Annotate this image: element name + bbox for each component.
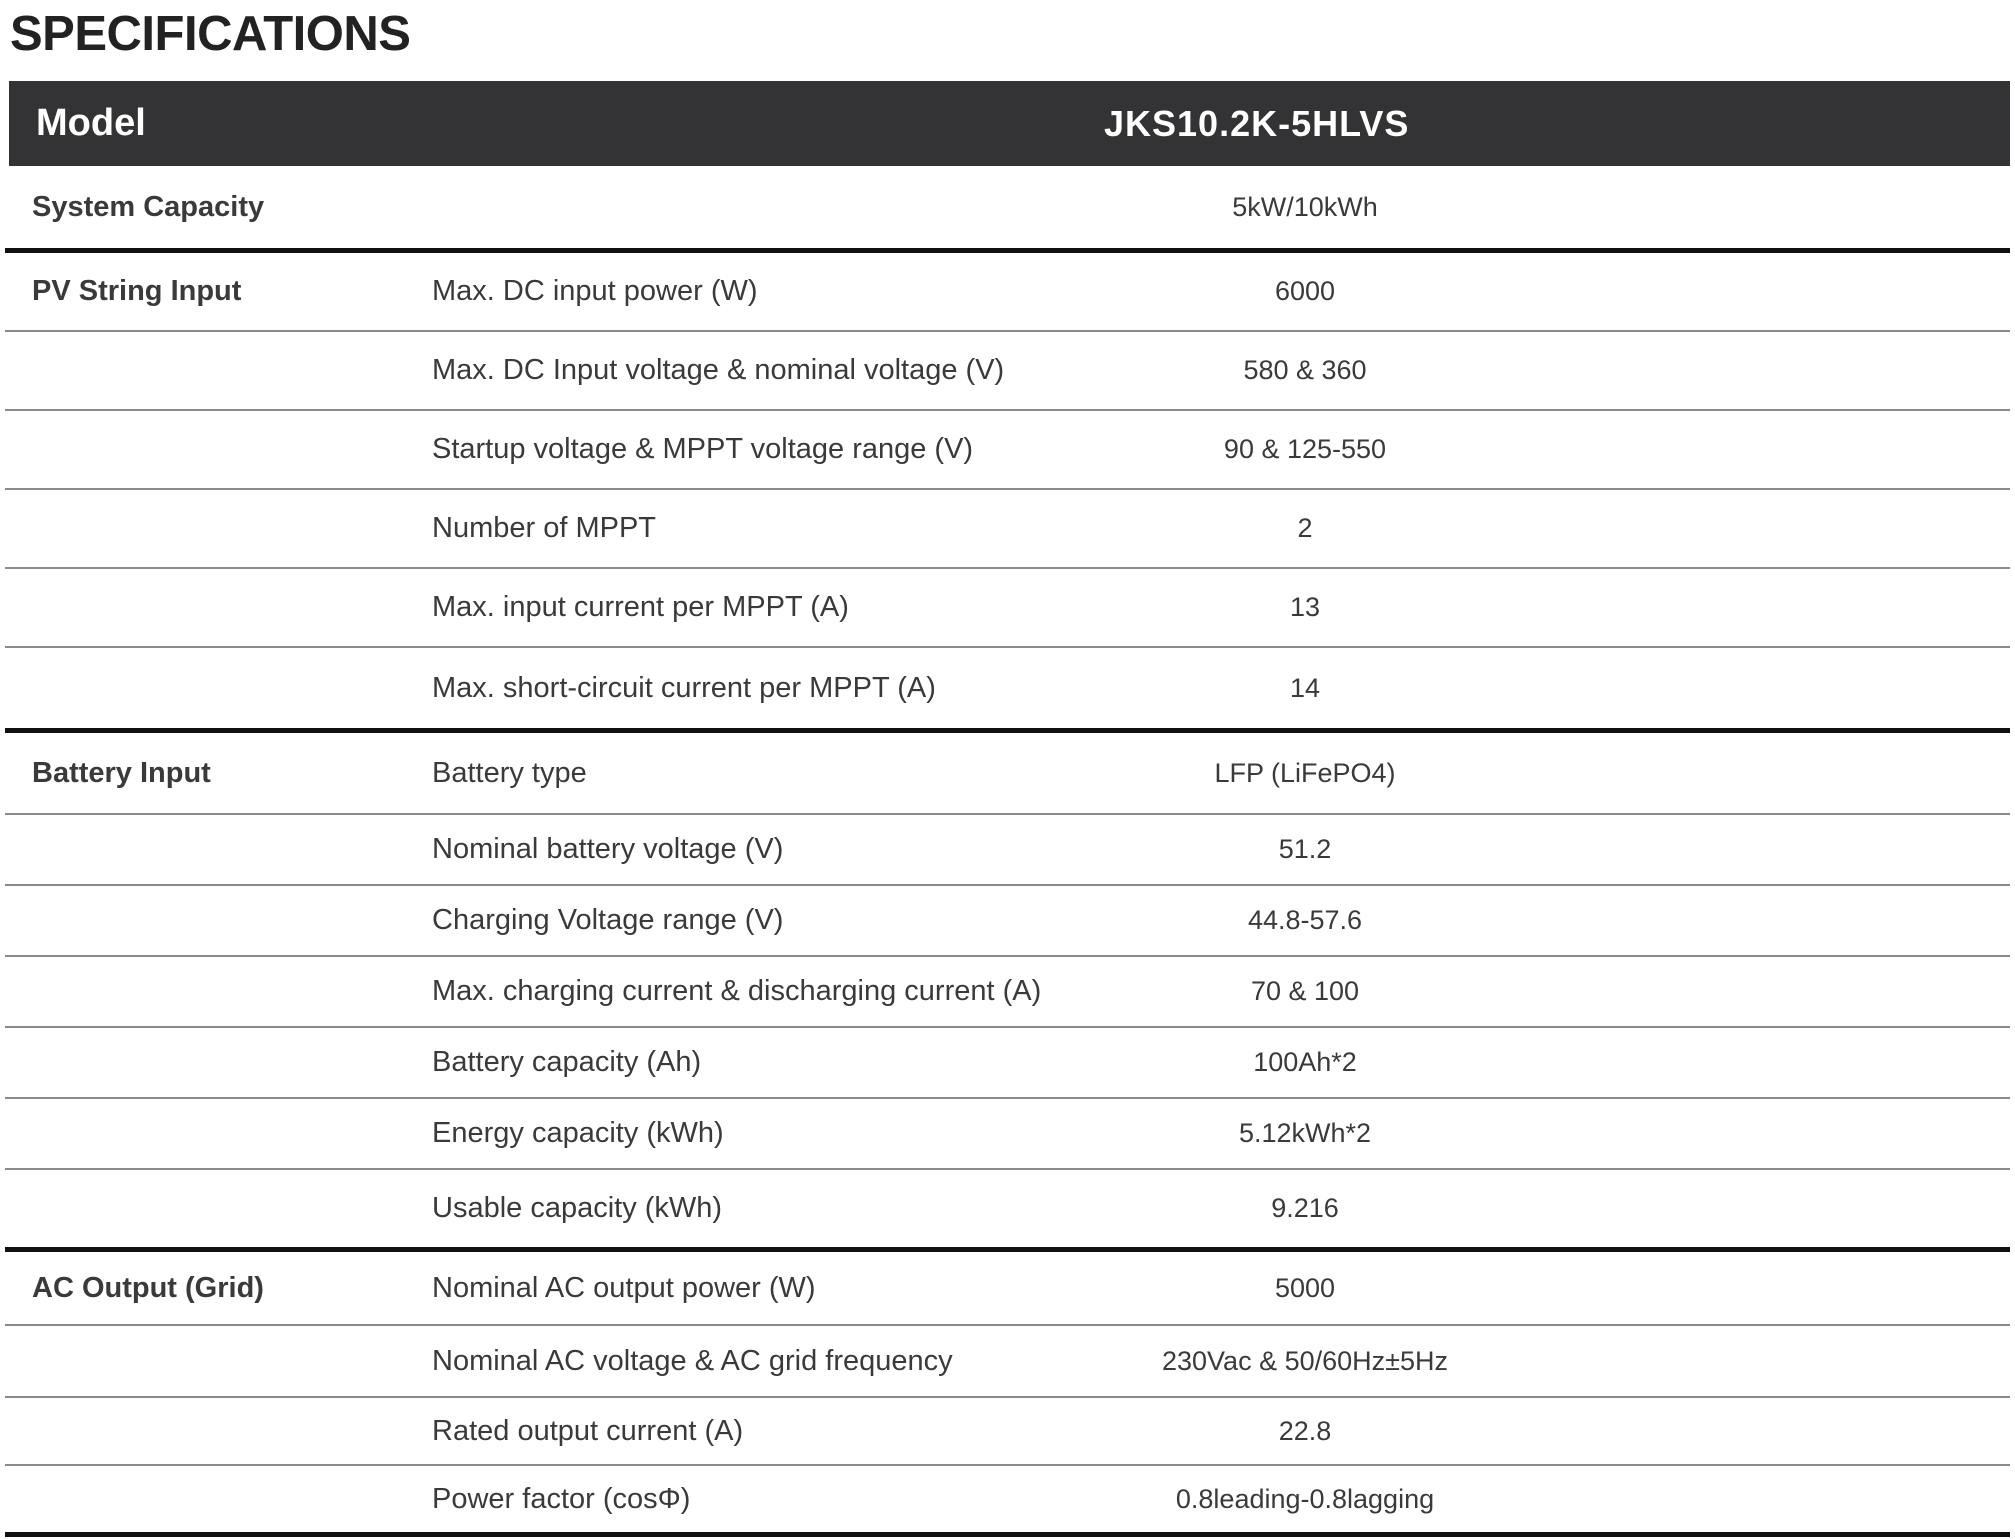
parameter-value: 9.216 <box>1271 1193 1339 1223</box>
parameter-value: 5kW/10kWh <box>1232 191 1378 222</box>
parameter-label: Max. input current per MPPT (A) <box>432 591 849 623</box>
parameter-label: Number of MPPT <box>432 512 656 544</box>
parameter-label: Nominal AC voltage & AC grid frequency <box>432 1344 953 1377</box>
header-model-label: Model <box>36 102 146 144</box>
parameter-label: Nominal battery voltage (V) <box>432 833 784 865</box>
parameter-label: Rated output current (A) <box>432 1414 744 1447</box>
parameter-label: Charging Voltage range (V) <box>432 904 784 936</box>
table-row <box>5 1170 2010 1252</box>
table-row <box>5 957 2010 1028</box>
parameter-value: 44.8-57.6 <box>1247 905 1363 935</box>
parameter-value: 100Ah*2 <box>1253 1047 1357 1077</box>
parameter-value: LFP (LiFePO4) <box>1214 757 1396 788</box>
parameter-value: 5000 <box>1274 1272 1336 1303</box>
table-row <box>5 1398 2010 1466</box>
table-row <box>5 253 2010 332</box>
parameter-label: Max. charging current & discharging current (A) <box>432 975 1042 1007</box>
header-model-name <box>1104 81 1410 166</box>
table-row <box>5 815 2010 886</box>
parameter-label: Energy capacity (kWh) <box>432 1117 724 1149</box>
parameter-value: 5.12kWh*2 <box>1238 1118 1372 1148</box>
parameter-value: 6000 <box>1274 276 1336 306</box>
page-title: SPECIFICATIONS <box>10 7 411 61</box>
table-row <box>5 733 2010 815</box>
table-row <box>5 886 2010 957</box>
section-label: System Capacity <box>32 190 265 223</box>
parameter-value: 2 <box>1297 513 1313 543</box>
parameter-value: 70 & 100 <box>1250 976 1360 1006</box>
model-name-text: JKS10.2K-5HLVS <box>1104 103 1410 144</box>
parameter-label: Battery type <box>432 756 587 789</box>
table-row <box>5 569 2010 648</box>
table-row <box>5 648 2010 733</box>
table-row <box>5 490 2010 569</box>
parameter-label: Power factor (cosΦ) <box>432 1482 691 1515</box>
parameter-label: Max. short-circuit current per MPPT (A) <box>432 671 936 704</box>
parameter-value: 580 & 360 <box>1243 355 1367 385</box>
table-header <box>9 81 2010 166</box>
section-label: PV String Input <box>32 275 242 307</box>
parameter-value: 90 & 125-550 <box>1223 434 1387 464</box>
parameter-value: 14 <box>1289 672 1321 703</box>
parameter-value: 13 <box>1289 592 1321 622</box>
parameter-label: Nominal AC output power (W) <box>432 1271 816 1304</box>
parameter-label: Max. DC Input voltage & nominal voltage (V) <box>432 354 1005 386</box>
table-row <box>5 166 2010 253</box>
table-row <box>5 1028 2010 1099</box>
specifications-table <box>5 81 2010 1537</box>
parameter-value: 22.8 <box>1278 1415 1332 1446</box>
section-label: Battery Input <box>32 756 211 789</box>
parameter-value: 0.8leading-0.8lagging <box>1175 1483 1435 1514</box>
table-row <box>5 332 2010 411</box>
parameter-label: Max. DC input power (W) <box>432 275 758 307</box>
table-row <box>5 1252 2010 1326</box>
section-label: AC Output (Grid) <box>32 1271 264 1304</box>
table-row <box>5 1466 2010 1537</box>
parameter-label: Usable capacity (kWh) <box>432 1192 723 1224</box>
parameter-value: 230Vac & 50/60Hz±5Hz <box>1162 1345 1448 1376</box>
parameter-label: Battery capacity (Ah) <box>432 1046 702 1078</box>
table-row <box>5 1099 2010 1170</box>
table-row <box>5 411 2010 490</box>
parameter-label: Startup voltage & MPPT voltage range (V) <box>432 433 974 465</box>
parameter-value: 51.2 <box>1278 834 1332 864</box>
table-row <box>5 1326 2010 1398</box>
